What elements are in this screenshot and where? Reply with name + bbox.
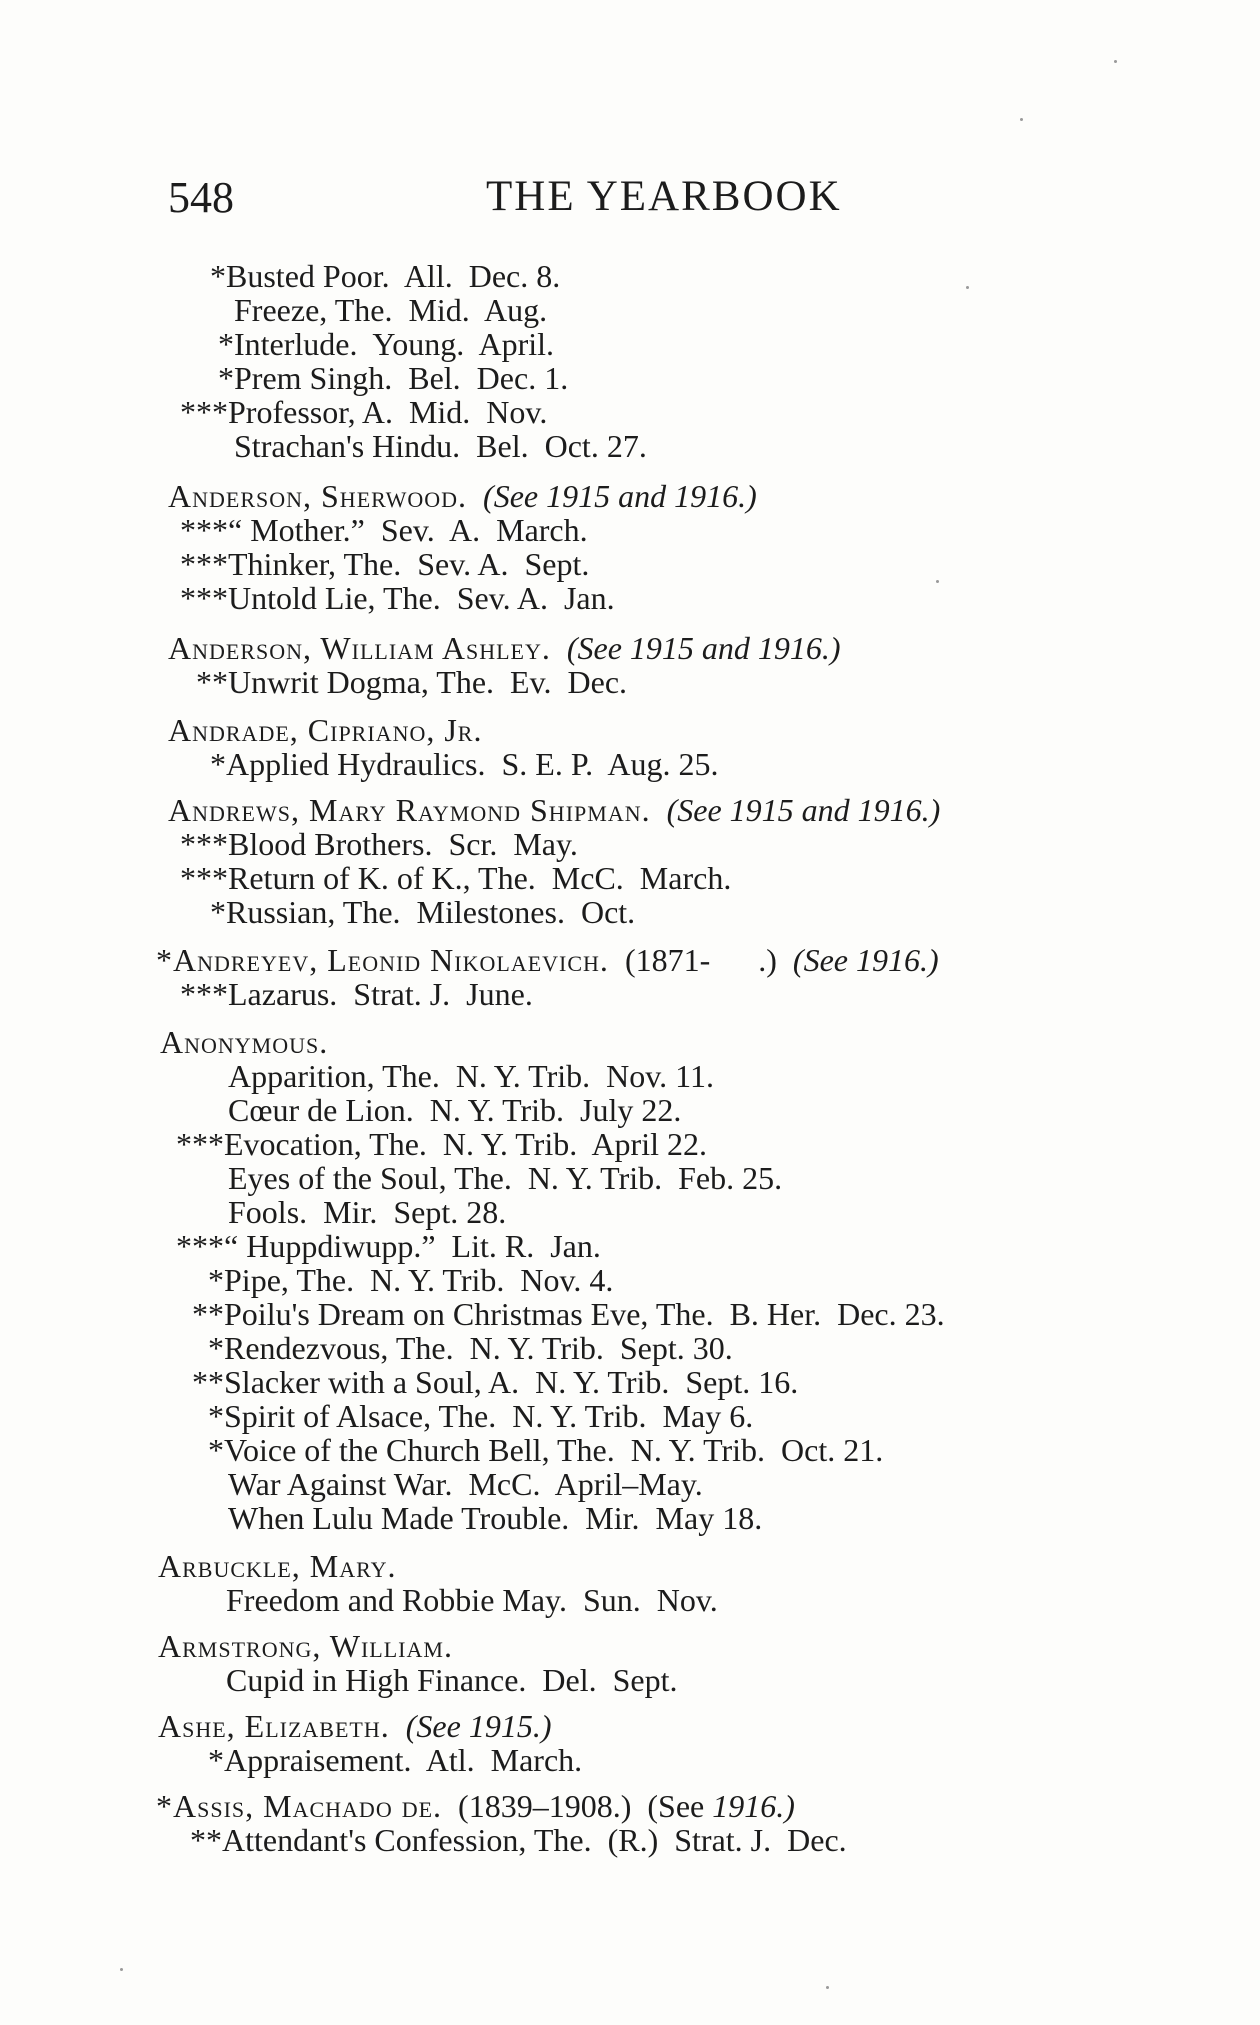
scan-speck [120,1968,123,1971]
story-entry: *Rendezvous, The. N. Y. Trib. Sept. 30. [208,1330,733,1366]
story-entry: Eyes of the Soul, The. N. Y. Trib. Feb. 25. [228,1160,783,1196]
author-heading: Anderson, William Ashley. (See 1915 and 1916.) [168,630,841,666]
story-entry: *Prem Singh. Bel. Dec. 1. [218,360,569,396]
running-title: THE YEARBOOK [486,173,842,220]
story-entry: **Attendant's Confession, The. (R.) Strat. J. Dec. [190,1822,847,1858]
story-entry: **Slacker with a Soul, A. N. Y. Trib. Sept. 16. [192,1364,799,1400]
story-entry: ***“ Mother.” Sev. A. March. [180,512,588,548]
story-entry: *Spirit of Alsace, The. N. Y. Trib. May 6. [208,1398,754,1434]
author-heading: Armstrong, William. [158,1628,453,1664]
story-entry: Apparition, The. N. Y. Trib. Nov. 11. [228,1058,714,1094]
scan-speck [1114,60,1117,63]
story-entry: ***Evocation, The. N. Y. Trib. April 22. [176,1126,707,1162]
story-entry: **Unwrit Dogma, The. Ev. Dec. [196,664,628,700]
scan-speck [936,580,939,583]
story-entry: ***Lazarus. Strat. J. June. [180,976,533,1012]
author-heading: Andrade, Cipriano, Jr. [168,712,483,748]
scan-speck [826,1986,829,1989]
author-heading: *Andreyev, Leonid Nikolaevich. (1871- .) (See 1916.) [156,942,939,978]
story-entry: ***Untold Lie, The. Sev. A. Jan. [180,580,615,616]
story-entry: *Applied Hydraulics. S. E. P. Aug. 25. [210,746,719,782]
story-entry: ***Blood Brothers. Scr. May. [180,826,578,862]
author-heading: Arbuckle, Mary. [158,1548,397,1584]
story-entry: *Voice of the Church Bell, The. N. Y. Trib. Oct. 21. [208,1432,884,1468]
story-entry: When Lulu Made Trouble. Mir. May 18. [228,1500,763,1536]
story-entry: Fools. Mir. Sept. 28. [228,1194,507,1230]
author-heading: *Assis, Machado de. (1839–1908.) (See 1916.) [156,1788,795,1824]
scan-speck [966,286,969,289]
story-entry: Cœur de Lion. N. Y. Trib. July 22. [228,1092,682,1128]
story-entry: Freeze, The. Mid. Aug. [234,292,548,328]
story-entry: ***Thinker, The. Sev. A. Sept. [180,546,590,582]
author-heading: Anderson, Sherwood. (See 1915 and 1916.) [168,478,757,514]
story-entry: Cupid in High Finance. Del. Sept. [226,1662,678,1698]
story-entry: *Russian, The. Milestones. Oct. [210,894,636,930]
author-heading: Andrews, Mary Raymond Shipman. (See 1915 and 1916.) [168,792,941,828]
story-entry: *Busted Poor. All. Dec. 8. [210,258,561,294]
story-entry: *Pipe, The. N. Y. Trib. Nov. 4. [208,1262,614,1298]
story-entry: ***Return of K. of K., The. McC. March. [180,860,732,896]
scan-speck [1020,118,1023,121]
author-heading: Anonymous. [160,1024,329,1060]
story-entry: **Poilu's Dream on Christmas Eve, The. B. Her. Dec. 23. [192,1296,945,1332]
story-entry: ***“ Huppdiwupp.” Lit. R. Jan. [176,1228,601,1264]
author-heading: Ashe, Elizabeth. (See 1915.) [158,1708,552,1744]
story-entry: *Appraisement. Atl. March. [208,1742,583,1778]
page-header [168,172,888,228]
story-entry: War Against War. McC. April–May. [228,1466,703,1502]
story-entry: Strachan's Hindu. Bel. Oct. 27. [234,428,647,464]
story-entry: Freedom and Robbie May. Sun. Nov. [226,1582,718,1618]
page-number: 548 [168,173,234,222]
story-entry: ***Professor, A. Mid. Nov. [180,394,548,430]
story-entry: *Interlude. Young. April. [218,326,554,362]
